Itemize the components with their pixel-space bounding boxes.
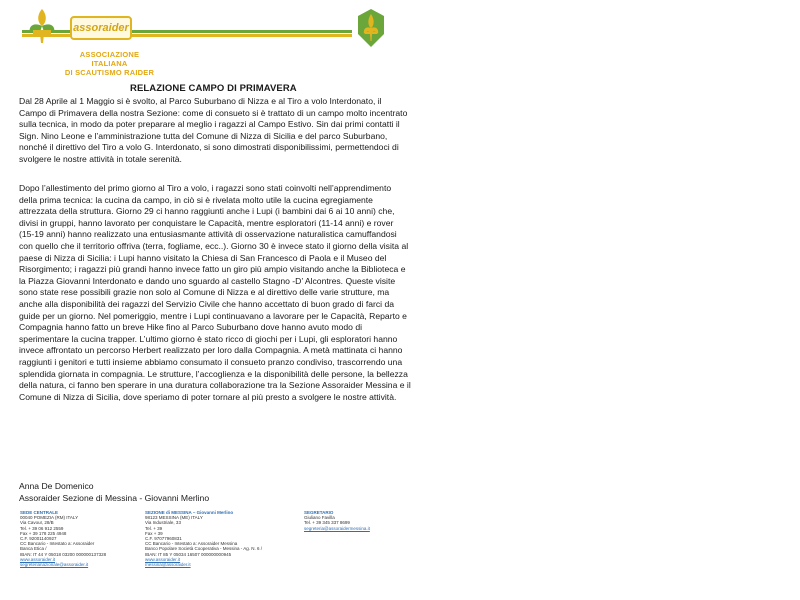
footer-line: Via Cavour, 28/B [20, 520, 54, 526]
footer-line: 98123 MESSINA (ME) ITALY [145, 515, 203, 521]
footer-col-secretary [304, 510, 424, 531]
email-link[interactable]: segreteria@assoraidermessina.it [304, 525, 370, 531]
footer-col3-title: SEGRETARIO [304, 510, 334, 515]
footer-line: 00040 POMEZIA (RM) ITALY [20, 515, 79, 521]
footer-line: Tel. + 39 345 337 8699 [304, 520, 350, 526]
footer-line: Banca Etica / [20, 546, 47, 552]
document-title: RELAZIONE CAMPO DI PRIMAVERA [130, 83, 297, 94]
footer-col1-title: SEDE CENTRALE [20, 510, 59, 515]
footer-line: Giuliano Favilla [304, 515, 335, 521]
signature-role: Assoraider Sezione di Messina - Giovanni Merlino [19, 493, 210, 503]
footer-line: Fax + 39 178 225 4948 [20, 530, 67, 536]
association-name-line1: ASSOCIAZIONE ITALIANA [79, 50, 140, 68]
website-link[interactable]: www.assoraider.it [20, 556, 56, 562]
footer-line: IBAN: IT 44 Y 05018 03200 000000137328 [20, 551, 107, 557]
logo-wordmark: assoraider [70, 16, 132, 40]
footer-line: CC Bancario - Intestato a: Assoraider [20, 541, 95, 547]
footer-col2-title: SEZIONE di MESSINA – Giovanni Merlino [145, 510, 234, 515]
footer-line: IBAN: IT 85 Y 05034 16507 000000000945 [145, 551, 232, 557]
association-name [62, 50, 157, 77]
fleur-de-lis-icon [22, 6, 62, 46]
footer-col-headquarters [20, 510, 140, 567]
website-link[interactable]: www.assoraider.it [145, 556, 181, 562]
email-link[interactable]: messina@assoraider.it [145, 562, 191, 568]
letterhead [0, 0, 800, 77]
footer-line: Tel. + 39 06 912 2559 [20, 525, 64, 531]
paragraph-body: Dopo l’allestimento del primo giorno al Tiro a volo, i ragazzi sono stati coinvolti nell’apprendimento della prima tecnica: la cucina da campo, in ciò si è rivelata molto utile la cucina egregiamente attrezzata della struttura. Giorno 29 ci hanno raggiunti anche i Lupi (i bambini dai 6 ai 10 anni) che, divisi in gruppi, hanno lavorato per conquistare le Capacità, mentre esploratori (11-14 anni) e rover (15-19 anni) hanno realizzato una entusiasmante attività di osservazione naturalistica camuffandosi con quello che il territorio offriva (terra, fogliame, ecc..). Giorno 30 è invece stato il giorno della visita al paese di Nizza di Sicilia: i Lupi hanno visitato la Chiesa di San Francesco di Paola e il Museo del Risorgimento; i ragazzi più grandi hanno invece fatto un giro più ampio visitando anche la Biblioteca e la Piazza Giovanni Interdonato e dando uno sguardo al castello Stagno -D’ Alcontres. Queste visite sono state rese possibili grazie non solo al Comune di Nizza e al direttivo delle varie strutture, ma anche alla disponibilità dei ragazzi del Servizio Civile che hanno accettato di buon grado di farci da guide per un giorno. Nel pomeriggio, mentre i Lupi continuavano a lavorare per le Capacità, Reparto e Compagnia hanno fatto un breve Hike fino al Parco Suburbano dove hanno avuto modo di sperimentare la cucina trapper. L’ultimo giorno è stato ricco di giochi per i Lupi, gli esploratori hanno invece affrontato un percorso Herbert realizzato per loro dalla Compagnia. A metà mattinata ci hanno raggiunti i genitori e tutti insieme abbiamo consumato il consueto pranzo condiviso, trascorrendo una splendida giornata in compagnia. Le strutture, l’accoglienza e la disponibilità delle persone, la bellezza della natura, ci fanno ben sperare in una duratura collaborazione tra la Sezione Assoraider Messina e il Comune di Nizza di Sicilia, dove speriamo di poter tornare al più presto a svolgere le nostre attività. [19, 183, 411, 402]
footer-line: Tel. + 39 [145, 525, 163, 531]
assoraider-logo [22, 6, 155, 77]
footer-line: Via Industriale, 33 [145, 520, 181, 526]
footer-line: Fax + 39 [145, 530, 163, 536]
footer-contacts [20, 510, 420, 594]
paragraph-intro: Dal 28 Aprile al 1 Maggio si è svolto, al Parco Suburbano di Nizza e al Tiro a volo Interdonato, il Campo di Primavera della nostra Sezione: come di consueto si è trattato di un campo molto incentrato sulla tecnica, in modo da poter preparare al meglio i ragazzi al Campo Estivo. Sin dai primi contatti il Sign. Nino Leone e l’amministrazione tutta del Comune di Nizza di Sicilia e del parco Suburbano, nonché il direttivo del Tiro a volo G. Interdonato, si sono dimostrati disponibilissimi, permettendoci di svolgere le nostre attività in totale serenità. [19, 96, 408, 164]
footer-line: C.F. 92001140927 [20, 536, 57, 542]
footer-line: Banco Popolare Società Cooperativa - Messina - Ag. N. 6 / [145, 546, 263, 552]
scout-badge-icon [356, 8, 386, 48]
footer-col-messina [145, 510, 295, 567]
signature-author: Anna De Domenico [19, 481, 94, 491]
footer-line: CC Bancario - Intestato a: Assoraider Messina [145, 541, 238, 547]
association-name-line2: DI SCAUTISMO RAIDER [64, 68, 155, 77]
footer-line: C.F. 97077960831 [145, 536, 182, 542]
email-link[interactable]: segreterianazionale@assoraider.it [20, 562, 89, 568]
